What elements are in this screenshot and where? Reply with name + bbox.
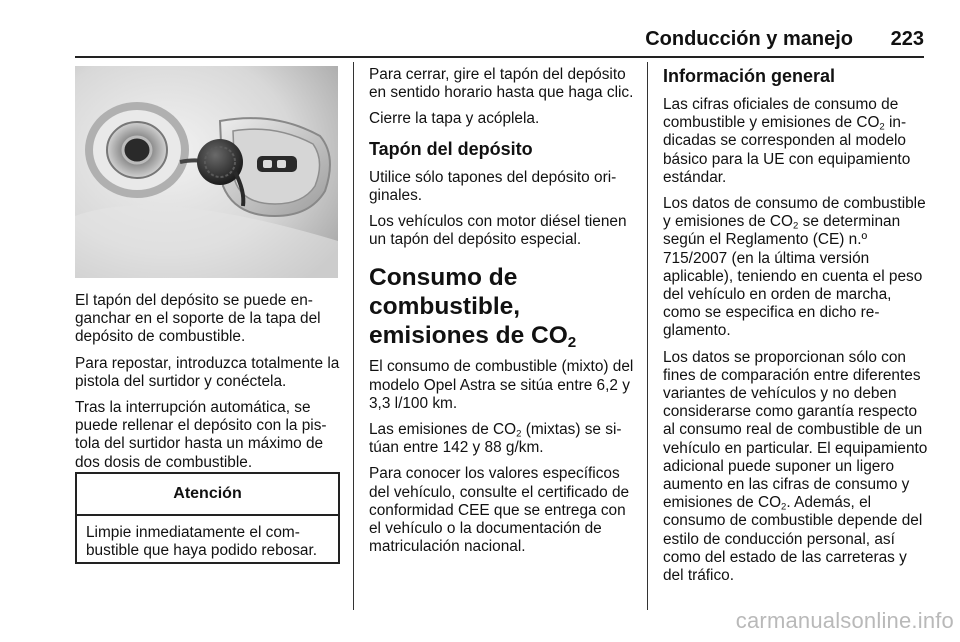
paragraph: Las emisiones de $CO_2$ (mixtas) se sitúan entre 142 y 88 g/km. bbox=[369, 421, 622, 457]
caution-text: Limpie inmediatamente el combustible que haya podido rebosar. bbox=[86, 524, 318, 560]
paragraph: El consumo de combustible (mixto) del modelo Opel Astra se sitúa entre 6,2 y 3,3 l/100 km. bbox=[369, 358, 634, 412]
paragraph: Tras la interrupción automática, se puede rellenar el depósito con la pistola del surtidor hasta un máximo de dos dosis de combustible. bbox=[75, 399, 327, 471]
paragraph: Para repostar, introduzca totalmente la pistola del surtidor y conéctela. bbox=[75, 354, 340, 390]
paragraph: Las cifras oficiales de consumo de combustible y emisiones de $CO_2$ indicadas se corresponden al modelo básico para la UE con equipamiento estándar. bbox=[663, 96, 911, 186]
chapter-heading: Consumo de combustible, emisiones de $CO_2$ bbox=[369, 264, 577, 352]
header-rule bbox=[75, 56, 924, 58]
paragraph: Los datos se proporcionan sólo con fines de comparación entre diferentes variantes de vehículos y no deben considerarse como garantía respecto al consumo real de combustible de un vehículo en particular. El equipamiento adicional puede suponer un ligero aumento en las cifras de consumo y emisiones de $CO_2$. Además, el consumo de combustible depende del estilo de conducción personal, así como del estado de las carreteras y del tráfico. bbox=[663, 348, 928, 585]
fuel-cap-photo bbox=[75, 66, 338, 278]
paragraph: El tapón del depósito se puede enganchar en el soporte de la tapa del depósito de combustible. bbox=[75, 292, 321, 346]
paragraph: Los datos de consumo de combustible y emisiones de $CO_2$ se determinan según el Reglamento (CE) n.º 715/2007 (en la última versión aplicable), teniendo en cuenta el peso del vehículo en orden de marcha, como se especifica en dicho reglamento. bbox=[663, 195, 926, 340]
column-middle bbox=[369, 66, 635, 564]
column-divider bbox=[647, 62, 648, 610]
column-right bbox=[663, 66, 929, 593]
paragraph: Cierre la tapa y acóplela. bbox=[369, 110, 540, 128]
page-number: 223 bbox=[890, 28, 924, 50]
paragraph: Utilice sólo tapones del depósito originales. bbox=[369, 168, 617, 204]
caution-box bbox=[75, 472, 340, 564]
paragraph: Para conocer los valores específicos del vehículo, consulte el certificado de conformidad CEE que se entrega con el vehículo o la documentación de matriculación nacional. bbox=[369, 465, 630, 556]
paragraph: Para cerrar, gire el tapón del depósito en sentido horario hasta que haga clic. bbox=[369, 66, 634, 102]
section-heading: Tapón del depósito bbox=[369, 138, 533, 159]
column-left bbox=[75, 292, 340, 480]
paragraph: Los vehículos con motor diésel tienen un tapón del depósito especial. bbox=[369, 213, 627, 249]
column-divider bbox=[353, 62, 354, 610]
site-watermark: carmanualsonline.info bbox=[735, 608, 954, 633]
caution-title: Atención bbox=[173, 485, 242, 502]
page-title: Conducción y manejo bbox=[645, 28, 853, 50]
section-heading: Información general bbox=[663, 66, 836, 86]
